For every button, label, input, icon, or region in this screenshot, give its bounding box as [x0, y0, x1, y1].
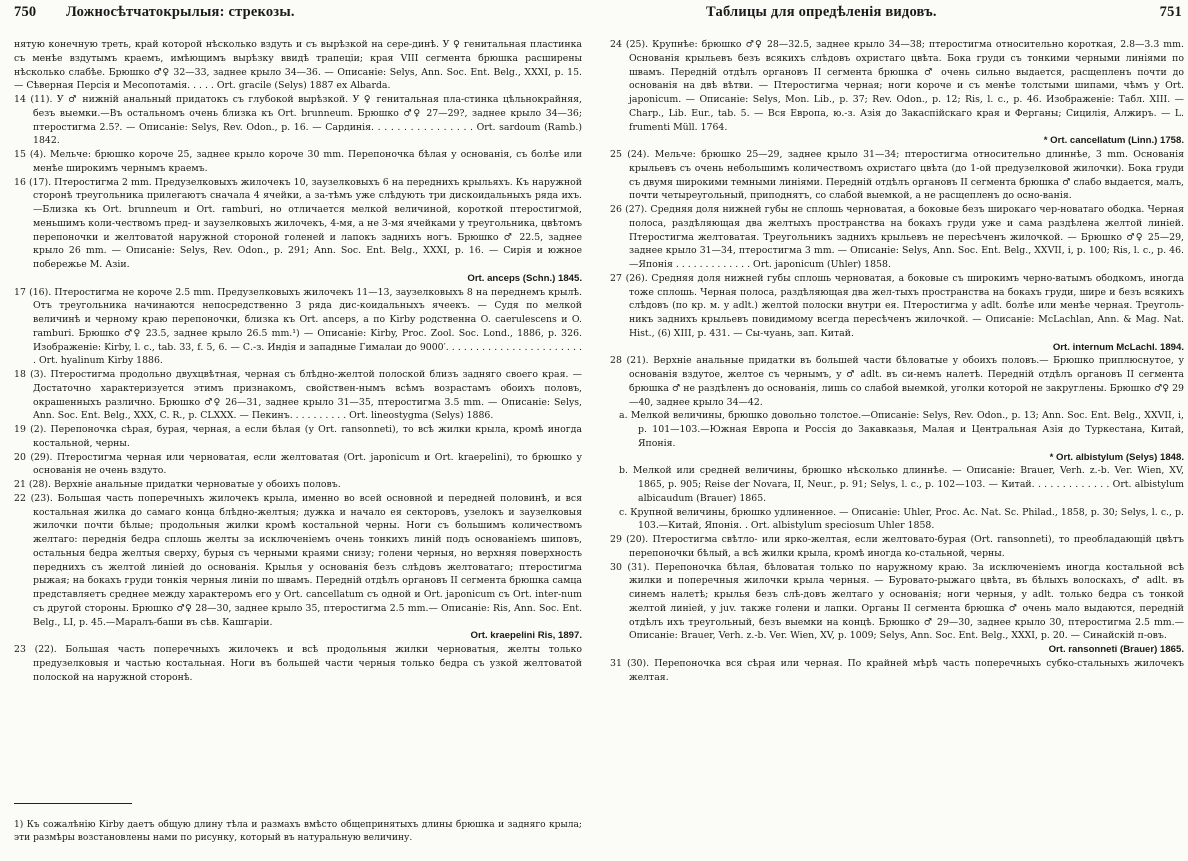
- key-entry-22: 22 (23). Большая часть поперечныхъ жилочекъ крыла, именно во всей основной и передней половинѣ, и вся костальная жилка до самаго конца блѣдно-желтыя; дужка и начало ея секторовъ, узелокъ и заузелковыя жилочки почти бѣлые; продольныя жилки кромѣ костальной черны. Ноги съ большимъ количествомъ желтаго: переднія бедра сплошь желты за исключеніемъ очень тонкихъ линій подъ основаніемъ шиповъ, остальныя бедра желтыя сверху, бурыя съ черными краями снизу; голени черныя, но верхняя поверхность переднихъ съ желтой линіей до основанія. Крылья у основанія безъ слѣдовъ желтоватаго; птеростигма рыжая; на бокахъ груди тонкія черныя линіи по швамъ. Передній отдѣлъ органовъ II сегмента брюшка самца представляетъ среднее между характеромъ его у Ort. cancellatum съ одной и Ort. japonicum съ Ort. inter-num съ другой стороны. Брюшко ♂♀ 28—30, заднее крыло 35, птеростигма 2.5 mm.— Описаніе: Ris, Ann. Soc. Ent. Belg., LI, p. 45.—Маралъ-баши въ сѣв. Кашгаріи.: [14, 492, 582, 628]
- key-entry-29: 29 (20). Птеростигма свѣтло- или ярко-желтая, если желтовато-бурая (Ort. ransonneti), то преобладающій цвѣтъ перепоночки бѣлый, а всѣ жилки крыла, кромѣ иногда ко-стальной, черны.: [610, 534, 1184, 559]
- key-entry-27: 27 (26). Средняя доля нижней губы сплошь черноватая, а боковые съ широкимъ черно-ватымъ ободкомъ, иногда тоже сплошь. Черная полоса, раздѣляющая два жел-тыхъ пространства на бокахъ груди, шире и безъ всякихъ слѣдовъ (по кр. м. у adlt.) желтой полоски внутри ея. Птеростигма у adlt. болѣе или менѣе черная. Треуголь-никъ заднихъ крыльевъ повидимому всегда пересѣченъ жилочкой. — Описаніе: McLachlan, Ann. & Mag. Nat. Hist., (6) XIII, p. 431. — Сы-чуань, зап. Китай.: [610, 272, 1184, 339]
- key-entry-20: 20 (29). Птеростигма черная или черноватая, если желтоватая (Ort. japonicum и Ort. kraepelini), то брюшко у основанія не очень вздуто.: [14, 451, 582, 477]
- right-running-head: [612, 4, 1182, 24]
- left-running-head: [14, 4, 582, 24]
- key-entry-30: 30 (31). Перепоночка бѣлая, бѣловатая только по наружному краю. За исключеніемъ иногда костальной всѣ жилки и поперечныя жилочки крыла черныя. — Буровато-рыжаго цвѣта, въ бѣлыхъ волоскахъ, ♂ adlt. въ синемъ налетѣ; крылья безъ слѣ-довъ желтаго у основанія; ноги черныя, у adlt. только бедра съ тонкой желтой линіей, у juv. также голени и лапки. Органы II сегмента брюшка ♂ очень мало выдаются, передній отдѣлъ ихъ треугольный, безъ выемки на концѣ. Брюшко ♂ 29—30, заднее крыло 30, птеростигма 2.5 mm.—Описаніе: Brauer, Verh. z.-b. Ver. Wien, XV, p. 1009; Selys, Ann. Soc. Ent. Belg., XXXI, p. 20. — Синайскій п-овъ.: [610, 561, 1184, 642]
- left-page-number: 750: [14, 4, 37, 20]
- species-signature: * Ort. albistylum (Selys) 1848.: [1049, 451, 1184, 463]
- key-entry-19: 19 (2). Перепоночка сѣрая, бурая, черная, а если бѣлая (у Ort. ransonneti), то всѣ жилки крыла, кромѣ иногда костальной, черны.: [14, 424, 582, 449]
- key-entry-24: 24 (25). Крупнѣе: брюшко ♂♀ 28—32.5, заднее крыло 34—38; птеростигма относительно короткая, 2.8—3.3 mm. Основанія крыльевъ безъ всякихъ слѣдовъ охристаго цвѣта. Бока груди съ тонкими черными линіями по швамъ. Передній отдѣлъ органовъ II сегмента брюшка ♂ очень сильно выдается, расщепленъ почти до основанія на двѣ вѣтви. — Птеростигма черная; ноги короче и съ менѣе толстыми шипами, чѣмъ у Ort. japonicum. — Описаніе: Selys, Mon. Lib., p. 37; Rev. Odon., p. 12; Ris, l. c., p. 46. Изображеніе: Табл. XIII. — Charp., Lib. Eur., tab. 5. — Вся Европа, ю.-з. Азія до Закаспійскаго края и Ферганы; Сицилія, Алжиръ. — L. frumenti Müll. 1764.: [610, 39, 1184, 133]
- species-signature: Ort. ransonneti (Brauer) 1865.: [1048, 644, 1184, 655]
- right-running-title: Таблицы для опредѣленія видовъ.: [706, 4, 937, 20]
- key-entry-26: 26 (27). Средняя доля нижней губы не сплошь черноватая, а боковые безъ широкаго чер-новатаго ободка. Черная полоса, раздѣляющая два желтыхъ пространства на бокахъ груди уже и сама раздѣлена желтой линіей. Птеростигма желтоватая. Треугольникъ заднихъ крыльевъ не пересѣченъ жилочкой. — Брюшко ♂♀ 25—29, заднее крыло 31—34, птеростигма 3 mm. — Описаніе: Selys, Ann. Soc. Ent. Belg., XXVII, i, p. 100; Ris, l. c., p. 46.—Японія . . . . . . . . . . . . . Ort. japonicum (Uhler) 1858.: [610, 204, 1184, 270]
- left-running-title: Ложносѣтчатокрылыя: стрекозы.: [66, 4, 295, 20]
- right-page: [598, 0, 1188, 861]
- key-subentry-b: b. Мелкой или средней величины, брюшко нѣсколько длиннѣе. — Описаніе: Brauer, Verh. z.-b. Ver. Wien, XV, 1865, p. 905; Reise der Novara, II, Neur., p. 91; Selys, l. c., p. 102—103. — Китай. . . . . . . . . . . . . Ort. albistylum albicaudum (Brauer) 1865.: [619, 465, 1184, 504]
- key-entry-15: 15 (4). Мельче: брюшко короче 25, заднее крыло короче 30 mm. Перепоночка бѣлая у основанія, съ болѣе или менѣе широкимъ чернымъ краемъ.: [14, 149, 582, 174]
- paragraph-continuation: нятую конечную треть, край которой нѣсколько вздуть и съ вырѣзкой на сере-динѣ. У ♀ генитальная пластинка съ менѣе вздутымъ краемъ, имѣющимъ вырѣзку ввидѣ трапеціи; края VIII сегмента брюшка расширены нѣсколько слабѣе. Брюшко ♂♀ 32—33, заднее крыло 34—36. — Описаніе: Selys, Ann. Soc. Ent. Belg., XXXI, p. 15. — Сѣверная Персія и Месопотамія. . . . . Ort. gracile (Selys) 1887 ex Albarda.: [14, 39, 582, 92]
- right-page-body: [610, 38, 1184, 684]
- species-signature: Ort. kraepelini Ris, 1897.: [470, 630, 582, 642]
- footnote-rule: [14, 803, 132, 804]
- key-subentry-a: a. Мелкой величины, брюшко довольно толстое.—Описаніе: Selys, Rev. Odon., p. 13; Ann. Soc. Ent. Belg., XXVII, i, p. 101—103.—Южная Европа и Россія до Закавказья, Малая и Центральная Азія до Туркестана, Китай, Японія.: [619, 410, 1184, 449]
- key-entry-28: 28 (21). Верхніе анальные придатки въ большей части бѣловатые у обоихъ половъ.— Брюшко приплюснутое, у основанія вздутое, желтое съ чернымъ, у ♂ adlt. въ си-немъ налетѣ. Передній отдѣлъ органовъ II сегмента брюшка ♂ не раздѣленъ до основанія, лишь со слабой выемкой, уголки которой не закруглены. Брюшко ♂♀ 29—40, заднее крыло 34—42.: [610, 355, 1184, 408]
- species-signature: Ort. internum McLachl. 1894.: [1052, 341, 1184, 353]
- key-entry-16: 16 (17). Птеростигма 2 mm. Предузелковыхъ жилочекъ 10, заузелковыхъ 6 на переднихъ крыльяхъ. Къ наружной сторонѣ треугольника прилегаютъ сначала 4 ячейки, а за-тѣмъ уже слѣдують три дискоидальныхъ ряда ихъ.—Близка къ Ort. brunneum и Ort. ramburi, но отличается мелкой величиной, короткой птеростигмой, меньшимъ коли-чествомъ пред- и заузелковыхъ жилочекъ, 4-мя, а не 3-мя ячейками у треугольника, цвѣтомъ перепоночки и желтоватой наружной стороной голеней и лапокъ заднихъ ногъ. Брюшко ♂ 22.5, заднее крыло 26 mm. — Описаніе: Selys, Rev. Odon., p. 291; Ann. Soc. Ent. Belg., XXXI, p. 16. — Сирія и южное побережье М. Азіи.: [14, 176, 582, 270]
- key-entry-14: 14 (11). У ♂ нижній анальный придатокъ съ глубокой вырѣзкой. У ♀ генитальная пла-стинка цѣльнокрайняя, безъ выемки.—Въ остальномъ очень близка къ Ort. brunneum. Брюшко ♂♀ 27—29?, заднее крыло 34—36; птеростигма 2.5?. — Описаніе: Selys, Rev. Odon., p. 16. — Сардинія. . . . . . . . . . . . . . . . Ort. sardoum (Ramb.) 1842.: [14, 94, 582, 147]
- key-entry-17: 17 (16). Птеростигма не короче 2.5 mm. Предузелковыхъ жилочекъ 11—13, заузелковыхъ 8 на переднемъ крылѣ. Отъ треугольника начинаются непосредственно 3 ряда дис-коидальныхъ ячеекъ. — Судя по мелкой величинѣ и черному краю перепоночки, близка къ Ort. anceps, а по Kirby родственна O. caerulescens и O. ramburi. Брюшко ♂♀ 23.5, заднее крыло 26.5 mm.¹) — Описаніе: Kirby, Proc. Zool. Soc. Lond., 1886, p. 326. Изображеніе: Kirby, l. c., tab. 33, f. 5, 6. — С.-з. Индія и западные Гималаи до 9000′. . . . . . . . . . . . . . . . . . . . . . . . Ort. hyalinum Kirby 1886.: [14, 286, 582, 367]
- key-subentry-c: c. Крупной величины, брюшко удлиненное. — Описаніе: Uhler, Proc. Ac. Nat. Sc. Philad., 1858, p. 30; Selys, l. c., p. 103.—Китай, Японія. . Ort. albistylum speciosum Uhler 1858.: [619, 506, 1184, 532]
- species-signature: * Ort. cancellatum (Linn.) 1758.: [1043, 135, 1184, 147]
- right-page-number: 751: [1159, 4, 1182, 20]
- left-page-body: [14, 38, 582, 684]
- left-page: [0, 0, 590, 861]
- key-entry-25: 25 (24). Мельче: брюшко 25—29, заднее крыло 31—34; птеростигма относительно длиннѣе, 3 mm. Основанія крыльевъ съ очень небольшимъ количествомъ охристаго цвѣта (до 1-ой предузелковой жилочки). Бока груди съ двумя широкими темными линіями. Передній отдѣлъ органовъ II сегмента брюшка ♂ слабо выдается, малъ, почти четыреугольный, приподнятъ, со слабой выемкой, а не расщепленъ до осно-ванія.: [610, 149, 1184, 202]
- key-entry-21: 21 (28). Верхніе анальные придатки черноватые у обоихъ половъ.: [14, 479, 341, 490]
- key-entry-31: 31 (30). Перепоночка вся сѣрая или черная. По крайней мѣрѣ часть поперечныхъ субко-стальныхъ жилочекъ желтая.: [610, 657, 1184, 683]
- key-entry-23: 23 (22). Большая часть поперечныхъ жилочекъ и всѣ продольныя жилки черноватыя, желты только предузелковыя и частью костальная. Ноги въ большей части черныя только бедра съ узкой желтоватой полоской на наружной сторонѣ.: [14, 644, 582, 683]
- key-entry-18: 18 (3). Птеростигма продольно двухцвѣтная, черная съ блѣдно-желтой полоской близъ задняго своего края. — Достаточно характеризуется этимъ признакомъ, свойствен-нымъ всѣмъ возрастамъ обоихъ половъ, окрашенныхъ различно. Брюшко ♂♀ 26—31, заднее крыло 31—35, птеростигма 3.5 mm. — Описаніе: Selys, Ann. Soc. Ent. Belg., XXX, C. R., p. CLXXX. — Пекинъ. . . . . . . . . . Ort. lineostygma (Selys) 1886.: [14, 369, 582, 422]
- species-signature: Ort. anceps (Schn.) 1845.: [467, 272, 582, 284]
- footnote: 1) Къ сожалѣнію Kirby даетъ общую длину тѣла и размахъ вмѣсто общепринятыхъ длины брюшка и задняго крыла; эти размѣры возстановлены нами по рисунку, который въ натуральную величину.: [14, 820, 582, 844]
